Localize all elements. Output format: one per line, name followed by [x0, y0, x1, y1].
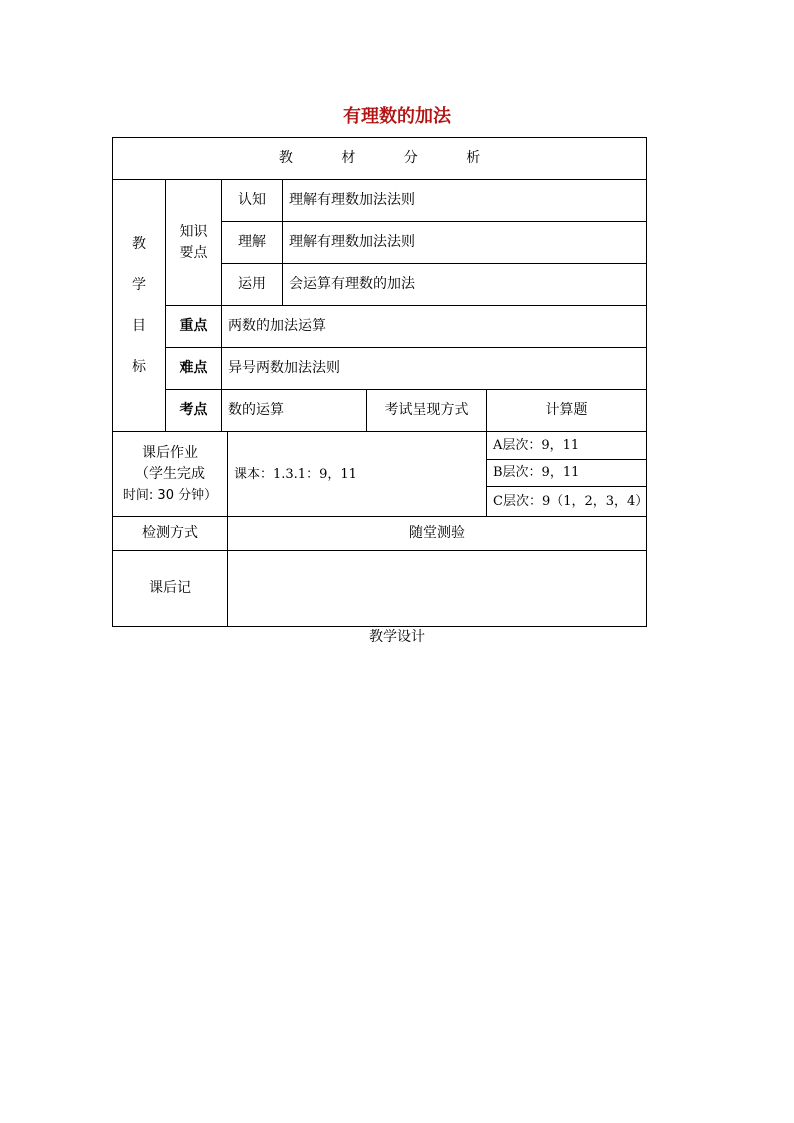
key-point-label: 重点	[166, 306, 222, 348]
knowledge-content: 理解有理数加法法则	[283, 180, 647, 222]
homework-level-c: C层次：9（1，2，3，4）	[493, 493, 649, 509]
analysis-header: 教 材 分 析	[113, 138, 647, 180]
lesson-plan-table	[112, 137, 647, 627]
homework-levels	[487, 432, 647, 517]
homework-label: 课后作业 （学生完成 时间: 30 分钟）	[113, 432, 228, 517]
assessment-label: 检测方式	[113, 517, 228, 551]
homework-level-b: B层次：9，11	[487, 459, 646, 486]
exam-point-value: 数的运算	[222, 390, 367, 432]
knowledge-points-label: 知识要点	[166, 180, 222, 306]
footer-caption: 教学设计	[369, 629, 425, 645]
difficulty-label: 难点	[166, 348, 222, 390]
exam-form-value: 计算题	[487, 390, 647, 432]
homework-level-a: A层次：9，11	[487, 432, 646, 459]
key-point-value: 两数的加法运算	[222, 306, 647, 348]
page-title: 有理数的加法	[343, 106, 451, 127]
knowledge-content: 理解有理数加法法则	[283, 222, 647, 264]
assessment-value: 随堂测验	[228, 517, 647, 551]
homework-textbook: 课本：1.3.1：9，11	[228, 432, 487, 517]
exam-form-label: 考试呈现方式	[367, 390, 487, 432]
knowledge-content: 会运算有理数的加法	[283, 264, 647, 306]
notes-value	[228, 551, 647, 627]
objectives-label: 教 学 目 标	[113, 180, 166, 432]
knowledge-level-label: 认知	[222, 180, 283, 222]
exam-point-label: 考点	[166, 390, 222, 432]
difficulty-value: 异号两数加法法则	[222, 348, 647, 390]
knowledge-level-label: 理解	[222, 222, 283, 264]
notes-label: 课后记	[113, 551, 228, 627]
knowledge-level-label: 运用	[222, 264, 283, 306]
